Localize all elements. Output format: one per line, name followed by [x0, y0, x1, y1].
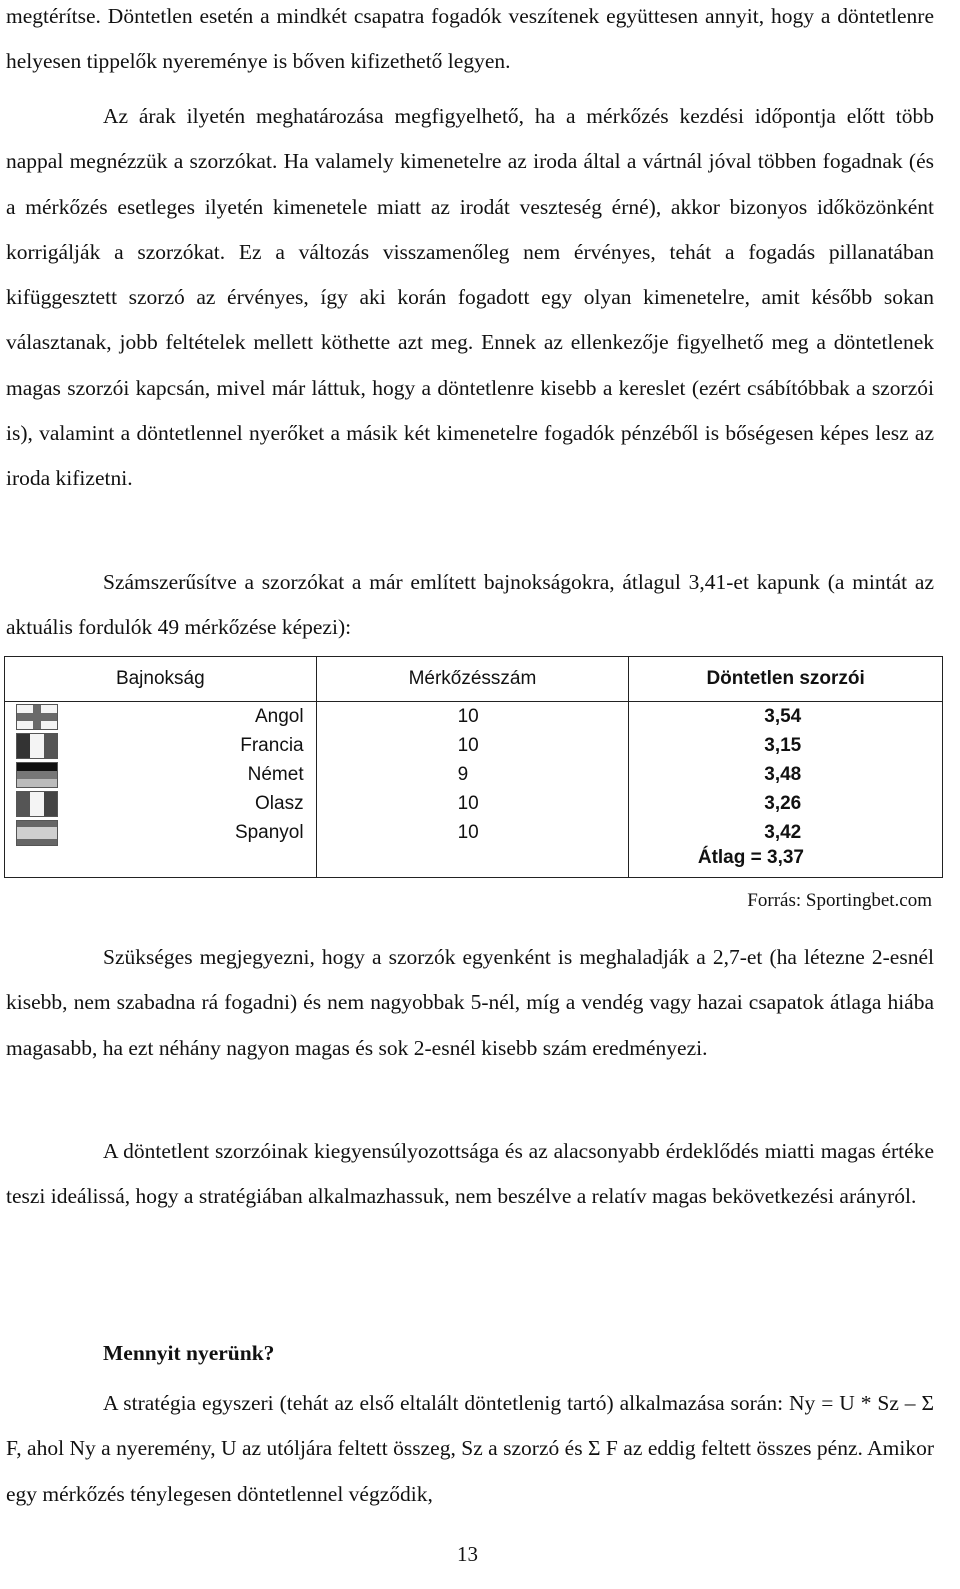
draw-odds: 3,26 [764, 792, 802, 814]
draw-odds: 3,54 [764, 705, 802, 727]
draw-odds-column [629, 702, 943, 878]
header-matches: Mérkőzésszám [316, 657, 629, 702]
league-name: Olasz [255, 792, 304, 814]
france-flag-icon [16, 733, 58, 759]
match-count: 10 [457, 821, 479, 843]
league-name: Német [247, 763, 304, 785]
table-row [5, 731, 316, 760]
league-name: Angol [255, 705, 304, 727]
table-row [5, 818, 316, 847]
paragraph-3: Számszerűsítve a szorzókat a már említett bajnokságokra, átlagul 3,41-et kapunk (a mintát az aktuális fordulók 49 mérkőzése képezi): [6, 570, 934, 640]
match-count: 9 [457, 763, 469, 785]
table-row [5, 760, 316, 789]
draw-odds: 3,15 [764, 734, 802, 756]
draw-odds: 3,48 [764, 763, 802, 785]
paragraph-6: A stratégia egyszeri (tehát az első eltalált döntetlenig tartó) alkalmazása során: Ny = U * Sz – Σ F, ahol Ny a nyeremény, U az utóljára feltett összeg, Sz a szorzó és Σ F az eddig feltett összes pénz. Amikor egy mérkőzés ténylegesen döntetlennel végződik, [6, 1391, 934, 1506]
league-name: Spanyol [234, 821, 304, 843]
page-number: 13 [457, 1542, 478, 1566]
table-row [5, 789, 316, 818]
odds-table [4, 656, 943, 878]
table-source: Forrás: Sportingbet.com [747, 890, 932, 911]
germany-flag-icon [16, 762, 58, 788]
italy-flag-icon [16, 791, 58, 817]
header-league: Bajnokság [5, 657, 317, 702]
paragraph-5: A döntetlent szorzóinak kiegyensúlyozottsága és az alacsonyabb érdeklődés miatti magas értéke teszi ideálissá, hogy a stratégiában alkalmazhassuk, nem beszélve a relatív magas bekövetkezési arányról. [6, 1139, 934, 1209]
paragraph-4: Szükséges megjegyezni, hogy a szorzók egyenként is meghaladják a 2,7-et (ha létezne 2-esnél kisebb, nem szabadna rá fogadni) és nem nagyobbak 5-nél, míg a vendég vagy hazai csapatok átlaga hiába magasabb, ha ezt néhány nagyon magas és sok 2-esnél kisebb szám eredményezi. [6, 945, 934, 1060]
matches-column [316, 702, 629, 878]
table-row [5, 702, 316, 731]
england-flag-icon [16, 704, 58, 730]
draw-odds: 3,42 [764, 821, 802, 843]
paragraph-1: megtérítse. Döntetlen esetén a mindkét csapatra fogadók veszítenek együttesen annyit, hogy a döntetlenre helyesen tippelők nyereménye is bőven kifizethető legyen. [6, 4, 934, 74]
table-body-row [5, 702, 943, 878]
header-draw-odds: Döntetlen szorzói [629, 657, 943, 702]
match-count: 10 [457, 792, 479, 814]
paragraph-2: Az árak ilyetén meghatározása megfigyelhető, ha a mérkőzés kezdési időpontja előtt több nappal megnézzük a szorzókat. Ha valamely kimenetelre az iroda által a vártnál jóval többen fogadnak (és a mérkőzés esetleges ilyetén kimenetele miatt az irodát veszteség érné), akkor bizonyos időközönként korrigálják a szorzókat. Ez a változás visszamenőleg nem érvényes, tehát a fogadás pillanatában kifüggesztett szorzó az érvényes, így aki korán fogadott egy olyan kimenetelre, amit később sokan választanak, jobb feltételek mellett köthette azt meg. Ennek az ellenkezője figyelhető meg a döntetlenek magas szorzói kapcsán, mivel már láttuk, hogy a döntetlenre kisebb a kereslet (ezért csábítóbbak a szorzói is), valamint a döntetlennel nyerőket a másik két kimenetelre fogadók pénzéből is bőségesen képes lesz az iroda kifizetni. [6, 104, 934, 491]
spain-flag-icon [16, 820, 58, 846]
average-odds: Átlag = 3,37 [697, 847, 804, 868]
league-column [5, 702, 317, 878]
match-count: 10 [457, 705, 479, 727]
league-name: Francia [240, 734, 304, 756]
table-header-row [5, 657, 943, 702]
section-heading: Mennyit nyerünk? [103, 1341, 275, 1365]
match-count: 10 [457, 734, 479, 756]
